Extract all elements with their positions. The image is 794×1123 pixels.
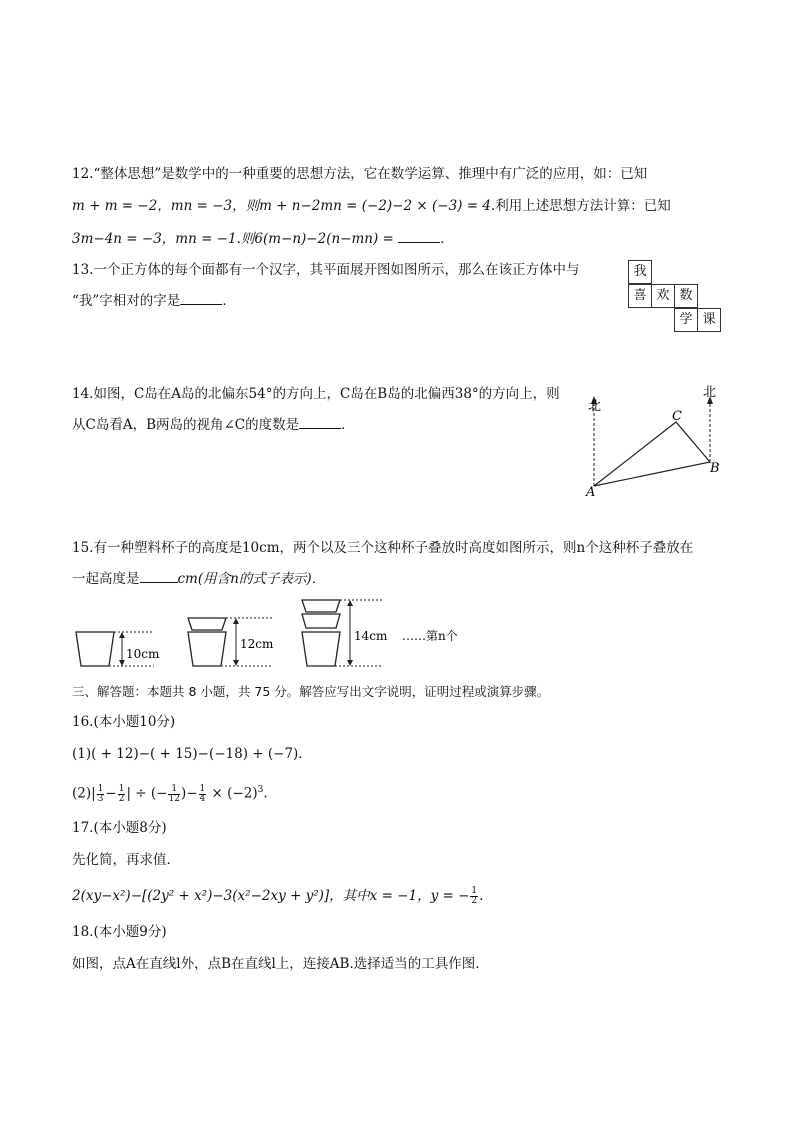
exponent: 3 [257, 785, 264, 795]
cup-3-top [302, 600, 340, 612]
frac-num: 1 [118, 783, 125, 794]
q13-answer-blank[interactable] [180, 290, 222, 305]
frac-den: 12 [168, 793, 180, 804]
q12-text: 利用上述思想方法计算：已知 [495, 198, 671, 214]
cup-n-label: ……第n个 [402, 629, 458, 643]
q17-period: . [479, 888, 484, 904]
north-label-b: 北 [703, 385, 717, 400]
q16-p2-mid2: )− [180, 785, 198, 802]
section-3-heading: 三、解答题：本题共 8 小题，共 75 分。解答应写出文字说明，证明过程或演算步骤。 [72, 684, 550, 699]
point-c-label: C [672, 409, 682, 424]
q14-answer-blank[interactable] [299, 414, 341, 429]
q17-expression [72, 886, 483, 906]
arrow-down-icon [347, 660, 353, 666]
q12-line2 [72, 196, 671, 216]
fraction-one-half [470, 887, 478, 906]
q17-expr-text: 2(xy−x²)−[(2y² + x²)−3(x²−2xy + y²)]，其中x = −1，y = − [72, 888, 470, 904]
arrow-up-icon [233, 618, 239, 624]
q13-text: “我”字相对的字是 [72, 293, 181, 309]
q16-part1: (1)( + 12)−( + 15)−(−18) + (−7)． [72, 746, 312, 762]
frac-num: 1 [199, 783, 206, 794]
cup-1-label: 10cm [126, 647, 160, 661]
arrow-up-icon [119, 632, 125, 638]
fraction-one-third [97, 785, 105, 804]
cups-figure [72, 596, 472, 676]
q18-line1: 如图，点A在直线l外，点B在直线l上，连接AB.选择适当的工具作图. [72, 956, 480, 972]
q14-line2 [72, 414, 355, 435]
q13-line1: 13.一个正方体的每个面都有一个汉字，其平面展开图如图所示，那么在该正方体中与 [72, 262, 580, 278]
q16-p2-prefix: (2)| [72, 785, 96, 802]
cup-2-label: 12cm [240, 637, 274, 651]
q13-line2 [72, 290, 236, 311]
frac-num: 1 [168, 785, 179, 795]
net-cell-ke: 课 [697, 308, 721, 332]
q16-period: . [263, 785, 268, 802]
q16-part2 [72, 780, 268, 804]
q12-period: ． [440, 231, 454, 247]
q15-line2 [72, 568, 325, 589]
q12-given-expr: m + m = −2，mn = −3，则m + n−2mn = (−2)−2 × (−3) = 4. [72, 198, 496, 214]
north-label-a: 北 [588, 399, 602, 414]
q17-line1: 先化简，再求值． [72, 852, 180, 868]
q15-text-a: 一起高度是 [72, 571, 140, 587]
frac-den: 4 [199, 793, 206, 804]
cup-2-top [188, 618, 226, 630]
net-cell-wo: 我 [628, 260, 652, 284]
q14-text: 从C岛看A，B两岛的视角∠C的度数是 [72, 417, 300, 433]
frac-den: 2 [118, 793, 125, 804]
cup-3-bottom [302, 632, 340, 666]
q12-target-expr: 则6(m−n)−2(n−mn) = [240, 231, 399, 247]
q12-answer-blank[interactable] [398, 228, 440, 243]
cube-net-figure [625, 260, 725, 332]
net-cell-shu: 数 [674, 284, 698, 308]
q18-head: 18.(本小题9分) [72, 924, 167, 940]
cup-1 [76, 632, 114, 666]
q12-line1: 12.“整体思想”是数学中的一种重要的思想方法，它在数学运算、推理中有广泛的应用，如：已知 [72, 166, 648, 182]
arrow-up-icon [347, 600, 353, 606]
frac-num: 1 [471, 886, 478, 896]
triangle-abc [594, 422, 710, 486]
q16-p2-end: × (−2) [207, 785, 258, 802]
cup-3-label: 14cm [354, 629, 388, 643]
q12-condition: 3m−4n = −3，mn = −1. [72, 231, 241, 247]
point-b-label: B [710, 461, 720, 476]
island-figure [578, 380, 728, 500]
arrow-down-icon [119, 660, 125, 666]
q12-line3 [72, 228, 454, 249]
net-cell-xue: 学 [674, 308, 698, 332]
net-cell-xi: 喜 [628, 284, 652, 308]
q16-p2-mid: | ÷ (− [126, 785, 168, 802]
point-a-label: A [586, 485, 596, 500]
fraction-one-half [118, 785, 126, 804]
q13-period: ． [222, 293, 236, 309]
fraction-one-twelfth [168, 785, 179, 804]
cup-3-middle [302, 614, 340, 628]
q14-period: ． [341, 417, 355, 433]
frac-num: 1 [97, 783, 104, 794]
q15-line1: 15.有一种塑料杯子的高度是10cm，两个以及三个这种杯子叠放时高度如图所示，则n个这种杯子叠放在 [72, 540, 694, 556]
arrow-down-icon [233, 660, 239, 666]
fraction-one-quarter [199, 785, 207, 804]
minus-sign: − [105, 785, 117, 802]
q15-text-b: cm(用含n的式子表示)． [177, 571, 326, 587]
q16-head: 16.(本小题10分) [72, 714, 176, 730]
q17-head: 17.(本小题8分) [72, 820, 167, 836]
net-cell-huan: 欢 [651, 284, 675, 308]
q15-answer-blank[interactable] [140, 568, 178, 583]
cup-2-bottom [188, 632, 226, 666]
frac-den: 3 [97, 793, 104, 804]
q14-line1: 14.如图，C岛在A岛的北偏东54°的方向上，C岛在B岛的北偏西38°的方向上，则 [72, 386, 560, 402]
frac-den: 2 [471, 896, 478, 906]
